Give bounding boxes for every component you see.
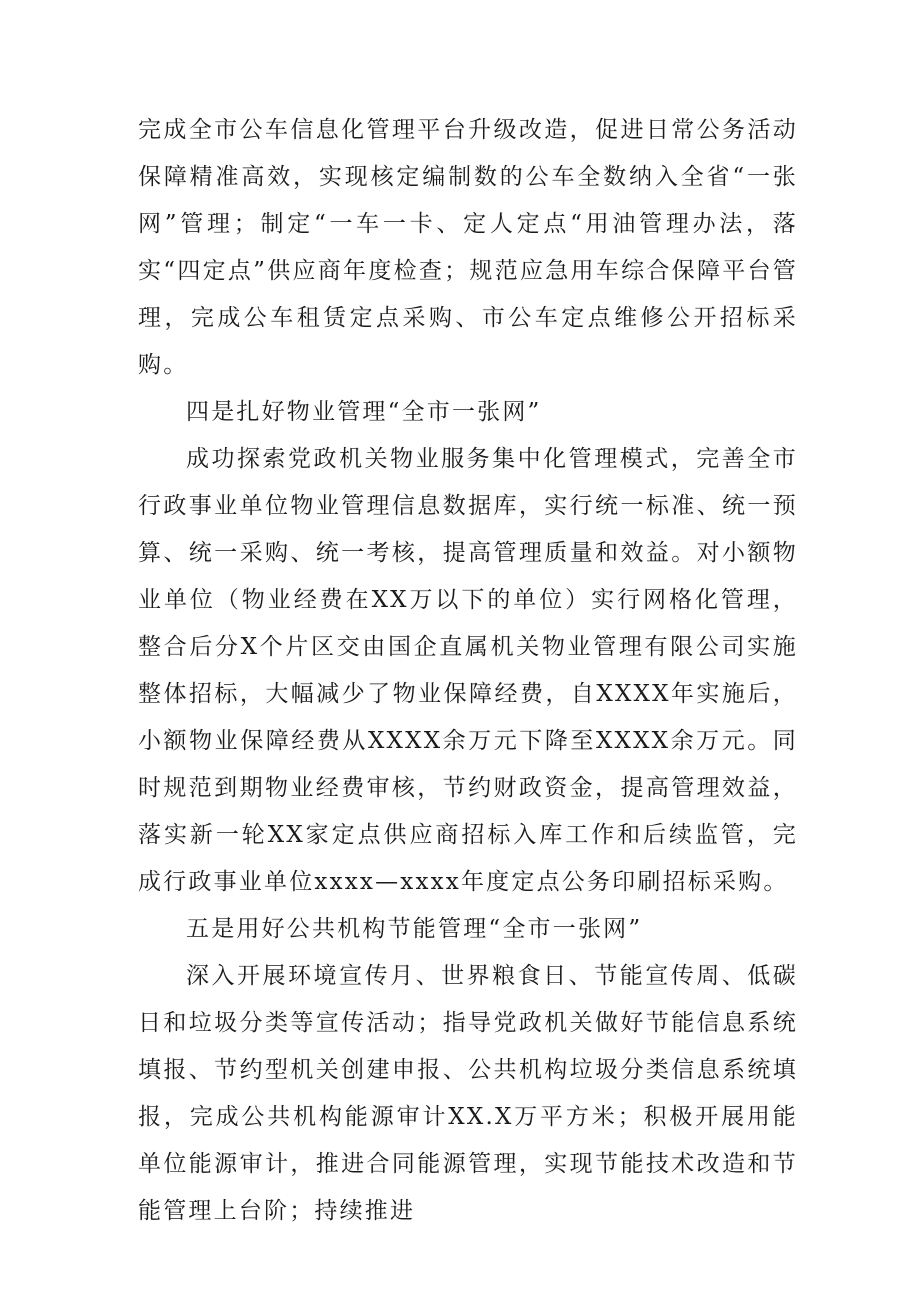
paragraph-vehicle-management: 完成全市公车信息化管理平台升级改造，促进日常公务活动保障精准高效，实现核定编制数的公车全数纳入全省“一张网”管理；制定“一车一卡、定人定点“用油管理办法，落实“四定点”供应商年度检查；规范应急用车综合保障平台管理，完成公车租赁定点采购、市公车定点维修公开招标采购。 <box>138 117 798 378</box>
paragraph-energy-saving: 深入开展环境宣传月、世界粮食日、节能宣传周、低碳日和垃圾分类等宣传活动；指导党政机关做好节能信息系统填报、节约型机关创建申报、公共机构垃圾分类信息系统填报，完成公共机构能源审计XX.X万平方米；积极开展用能单位能源审计，推进合同能源管理，实现节能技术改造和节能管理上台阶；持续推进 <box>138 963 798 1224</box>
heading-property-management: 四是扎好物业管理“全市一张网” <box>186 399 542 425</box>
paragraph-property-management: 成功探索党政机关物业服务集中化管理模式，完善全市行政事业单位物业管理信息数据库，实行统一标准、统一预算、统一采购、统一考核，提高管理质量和效益。对小额物业单位（物业经费在XX万以下的单位）实行网格化管理，整合后分X个片区交由国企直属机关物业管理有限公司实施整体招标，大幅减少了物业保障经费，自XXXX年实施后，小额物业保障经费从XXXX余万元下降至XXXX余万元。同时规范到期物业经费审核，节约财政资金，提高管理效益，落实新一轮XX家定点供应商招标入库工作和后续监管，完成行政事业单位xxxx—xxxx年度定点公务印刷招标采购。 <box>138 446 798 895</box>
heading-energy-saving: 五是用好公共机构节能管理“全市一张网” <box>186 916 643 942</box>
document-body <box>138 107 798 1235</box>
